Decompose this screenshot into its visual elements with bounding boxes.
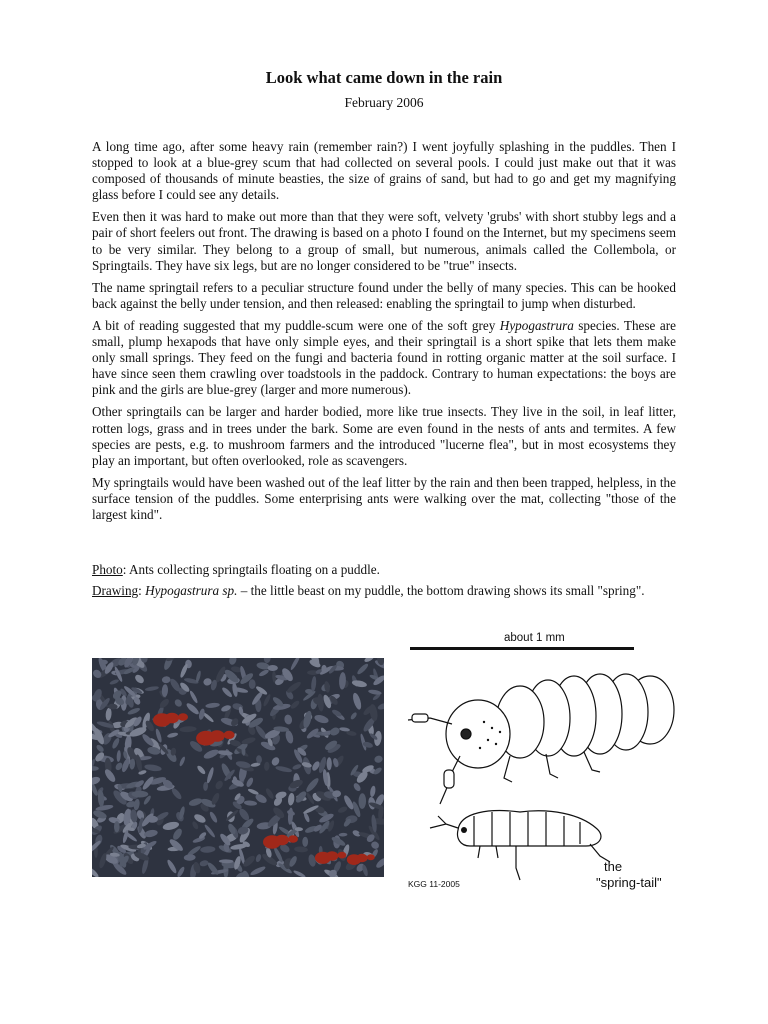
springtail-blob — [114, 821, 120, 832]
springtail-drawing — [400, 632, 680, 894]
springtail-blob — [313, 714, 329, 725]
springtail-blob — [270, 756, 281, 767]
springtail-blob — [255, 853, 262, 862]
springtail-blob — [374, 755, 384, 764]
springtail-eye — [461, 729, 471, 739]
springtail-blob — [127, 707, 141, 716]
springtail-blob — [377, 702, 384, 711]
figure-captions — [92, 562, 676, 604]
springtail-blob — [203, 748, 220, 761]
springtail-blob — [292, 763, 302, 770]
springtail-blob — [258, 668, 270, 677]
springtail-blob — [109, 678, 120, 685]
photo-caption — [92, 562, 676, 578]
springtail-blob — [208, 811, 218, 824]
springtail-blob — [249, 865, 266, 877]
ants-springtails-photo — [92, 658, 384, 877]
leg — [546, 754, 558, 778]
photo-image — [92, 658, 384, 877]
springtail-blob — [95, 744, 105, 754]
springtail-blob — [245, 777, 254, 788]
small-springtail-eye — [461, 827, 467, 833]
photo-caption-label: Photo — [92, 562, 123, 577]
springtail-blob — [284, 714, 293, 725]
drawing-caption-label: Drawing — [92, 583, 139, 599]
ant — [153, 713, 188, 727]
springtail-blob — [310, 676, 316, 692]
springtail-blob — [196, 764, 207, 775]
paragraph-4-start: A bit of reading suggested that my puddle-scum were one of the soft grey — [92, 317, 500, 333]
drawing-caption-text: – the little beast on my puddle, the bottom drawing shows its small "spring". — [237, 583, 645, 599]
springtail-blob — [176, 866, 186, 877]
springtail-blob — [199, 860, 209, 868]
paragraph-3: The name springtail refers to a peculiar structure found under the belly of many species. This can be hooked back against the belly under tension, and then released: enabling the springtail to jump when disturbed. — [92, 279, 676, 311]
small-antenna — [430, 816, 458, 828]
antenna-segment — [444, 770, 454, 788]
article-body — [92, 139, 676, 529]
springtail-blob — [184, 854, 196, 861]
spring-tail-label-1: the — [604, 859, 623, 874]
page-date: February 2006 — [344, 95, 424, 110]
springtail-blob — [286, 680, 303, 694]
springtail-blob — [221, 686, 234, 698]
springtail-blob — [244, 800, 258, 806]
ant — [347, 854, 375, 865]
springtail-blob — [200, 846, 216, 853]
antenna-segment — [412, 714, 428, 722]
springtail-blob — [185, 702, 200, 716]
springtail-blob — [167, 732, 179, 739]
springtail-blob — [302, 837, 308, 847]
springtail-blob — [307, 854, 316, 868]
springtail-blob — [264, 762, 270, 772]
paragraph-4 — [92, 318, 676, 398]
springtail-blob — [92, 766, 99, 771]
spring-tail-label-2: "spring-tail" — [596, 875, 662, 890]
drawing-caption — [92, 583, 676, 599]
springtail-blob — [92, 775, 101, 786]
springtail-blob — [337, 805, 348, 814]
springtail-blob — [375, 856, 384, 869]
photo-caption-text: : Ants collecting springtails floating on a puddle. — [122, 562, 380, 577]
springtail-blob — [249, 679, 256, 689]
springtail-blob — [214, 779, 224, 790]
leg — [504, 756, 512, 782]
springtail-blob — [203, 677, 213, 686]
springtail-blob — [265, 787, 276, 800]
springtail-blob — [263, 658, 271, 663]
springtail-blob — [145, 686, 159, 692]
springtail-blob — [179, 756, 187, 767]
drawing-caption-sep: : — [138, 583, 146, 599]
springtail-blob — [262, 693, 271, 707]
springtail-blob — [304, 776, 320, 793]
springtail-blob — [294, 846, 308, 853]
springtail-blob — [170, 787, 183, 801]
springtail-blob — [228, 658, 238, 666]
springtail-blob — [179, 663, 189, 679]
springtail-blob — [370, 840, 381, 850]
springtail-blob — [289, 699, 300, 710]
springtail-blob — [268, 665, 278, 671]
springtail-blob — [329, 726, 341, 737]
paragraph-4-end: species. These are small, plump hexapods that have only simple eyes, and their springtail is a short spike that lets them make only small springs. They feed on the fungi and bacteria found in rotting organic matter at the soil surface. I have since seen them crawling over toadstools in the paddock. Contrary to human expectations: the boys are pink and the girls are blue-grey (larger and more numerous). — [92, 317, 676, 398]
springtail-blob — [256, 755, 262, 764]
springtail-blob — [294, 790, 308, 805]
springtail-head — [446, 700, 510, 768]
springtail-blob — [171, 827, 183, 841]
paragraph-5: Other springtails can be larger and harder bodied, more like true insects. They live in the soil, in leaf litter, rotten logs, grass and in trees under the bark. Some are even found in the nests of ants and termites. A few species are pests, e.g. to mushroom farmers and the introduced "lucerne flea", but in most ecosystems they play an important, but often overlooked, role as scavengers. — [92, 404, 676, 468]
springtail-blob — [173, 698, 183, 708]
springtail-blob — [247, 788, 259, 796]
springtail-blob — [95, 804, 114, 812]
paragraph-6: My springtails would have been washed out of the leaf litter by the rain and then been trapped, helpless, in the surface tension of the puddles. Some enterprising ants were walking over the mat, collecting "those of the largest kind". — [92, 474, 676, 522]
springtail-blob — [205, 702, 220, 708]
springtail-blob — [358, 793, 366, 809]
paragraph-1: A long time ago, after some heavy rain (remember rain?) I went joyfully splashing in the puddles. Then I stopped to look at a blue-grey scum that had collected on several pools. I could just make out that it was composed of thousands of minute beasties, the size of grains of sand, but had to go and get my magnifying glass before I could see any details. — [92, 139, 676, 203]
springtail-blob — [241, 870, 250, 877]
springtail-blob — [219, 859, 234, 863]
springtail-blob — [352, 782, 362, 792]
springtail-blob — [356, 662, 370, 675]
springtail-blob — [339, 833, 348, 837]
springtail-blob — [158, 697, 170, 709]
paragraph-2: Even then it was hard to make out more than that they were soft, velvety 'grubs' with short stubby legs and a pair of short feelers out front. The drawing is based on a photo I found on the Internet, but my specimens seem to be very similar. They belong to a group of small, but numerous, animals called the Collembola, or Springtails. They have six legs, but are no longer considered to be "true" insects. — [92, 209, 676, 273]
leg — [584, 752, 600, 772]
springtail-blob — [203, 824, 216, 839]
springtail-line-art — [400, 632, 680, 894]
springtail-blob — [111, 737, 121, 750]
springtail-blob — [275, 765, 292, 773]
springtail-blob — [105, 707, 112, 720]
springtail-blob — [363, 658, 375, 663]
springtail-blob — [134, 673, 146, 685]
springtail-blob — [350, 711, 358, 720]
small-legs — [478, 846, 520, 880]
springtail-blob — [144, 763, 162, 772]
page-title: Look what came down in the rain — [265, 68, 503, 87]
springtail-blob — [351, 692, 362, 711]
springtail-blob — [369, 785, 376, 797]
springtail-blob — [289, 658, 301, 671]
springtail-blob — [191, 820, 199, 830]
springtail-blob — [206, 767, 215, 784]
springtail-blob — [327, 757, 332, 770]
springtail-blob — [293, 869, 307, 877]
drawing-caption-genus: Hypogastrura sp. — [145, 583, 238, 599]
scale-label: about 1 mm — [504, 632, 565, 644]
springtail-blob — [284, 729, 294, 744]
springtail-blob — [132, 791, 149, 798]
springtail-blob — [179, 726, 196, 733]
drawing-credit: KGG 11-2005 — [408, 879, 460, 889]
springtail-blob — [162, 676, 171, 684]
springtail-blob — [92, 866, 100, 877]
springtail-blob — [189, 690, 199, 704]
springtail-blob — [116, 750, 121, 762]
springtail-blob — [287, 793, 295, 806]
springtail-blob — [166, 859, 178, 875]
genus-name: Hypogastrura — [499, 317, 574, 333]
